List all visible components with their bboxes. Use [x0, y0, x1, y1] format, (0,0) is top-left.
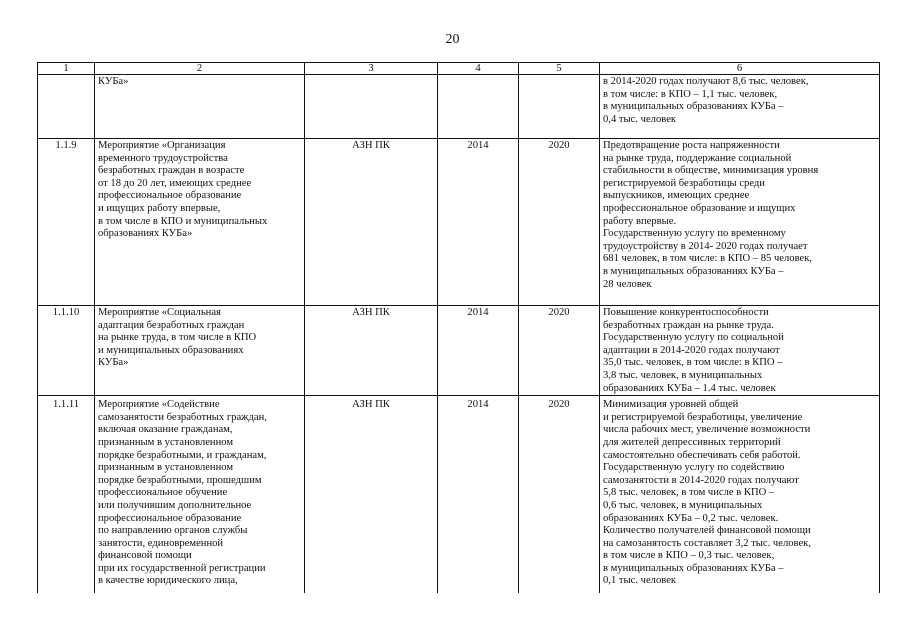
- row-number-cell: 1.1.10: [38, 306, 95, 396]
- start-year-cell: 2014: [438, 306, 519, 396]
- row-number-cell: [38, 75, 95, 139]
- executor-cell: АЗН ПК: [305, 396, 438, 594]
- header-cell-col5: 5: [519, 63, 600, 75]
- table-row: [38, 139, 880, 306]
- end-year-cell: 2020: [519, 139, 600, 306]
- measures-table: [37, 62, 880, 593]
- result-cell: Предотвращение роста напряженности на рынке труда, поддержание социальной стабильности в обществе, минимизация уровня регистрируемой безработицы среди выпускников, имеющих среднее профессиональное образование и ищущих работу впервые. Государственную услугу по временному трудоустройству в 2014- 2020 годах получает 681 человек, в том числе: в КПО – 85 человек, в муниципальных образованиях КУБа – 28 человек: [600, 139, 880, 306]
- event-cell: Мероприятие «Содействие самозанятости безработных граждан, включая оказание гражданам, признанным в установленном порядке безработными, и гражданам, признанным в установленном порядке безработными, прошедшим профессиональное обучение или получившим дополнительное профессиональное образование по направлению органов службы занятости, единовременной финансовой помощи при их государственной регистрации в качестве юридического лица,: [95, 396, 305, 594]
- header-cell-col6: 6: [600, 63, 880, 75]
- event-cell: Мероприятие «Социальная адаптация безработных граждан на рынке труда, в том числе в КПО и муниципальных образованиях КУБа»: [95, 306, 305, 396]
- event-cell: Мероприятие «Организация временного трудоустройства безработных граждан в возрасте от 18 до 20 лет, имеющих среднее профессиональное образование и ищущих работу впервые, в том числе в КПО и муниципальных образованиях КУБа»: [95, 139, 305, 306]
- result-cell: в 2014-2020 годах получают 8,6 тыс. человек, в том числе: в КПО – 1,1 тыс. человек, в муниципальных образованиях КУБа – 0,4 тыс. человек: [600, 75, 880, 139]
- start-year-cell: 2014: [438, 139, 519, 306]
- table-row: [38, 396, 880, 594]
- result-cell: Повышение конкурентоспособности безработных граждан на рынке труда. Государственную услугу по социальной адаптации в 2014-2020 годах получают 35,0 тыс. человек, в том числе: в КПО – 3,8 тыс. человек, в муниципальных образованиях КУБа – 1.4 тыс. человек: [600, 306, 880, 396]
- executor-cell: АЗН ПК: [305, 139, 438, 306]
- end-year-cell: [519, 75, 600, 139]
- table-header-row: [38, 63, 880, 75]
- result-cell: Минимизация уровней общей и регистрируемой безработицы, увеличение числа рабочих мест, увеличение возможности для жителей депрессивных территорий самостоятельно обеспечивать себя работой. Государственную услугу по содействию самозанятости в 2014-2020 годах получают 5,8 тыс. человек, в том числе в КПО – 0,6 тыс. человек, в муниципальных образованиях КУБа – 0,2 тыс. человек. Количество получателей финансовой помощи на самозанятость составляет 3,2 тыс. человек, в том числе в КПО – 0,3 тыс. человек, в муниципальных образованиях КУБа – 0,1 тыс. человек: [600, 396, 880, 594]
- table-row: [38, 75, 880, 139]
- end-year-cell: 2020: [519, 396, 600, 594]
- header-cell-col4: 4: [438, 63, 519, 75]
- page-number: 20: [445, 32, 460, 47]
- header-cell-col3: 3: [305, 63, 438, 75]
- row-number-cell: 1.1.11: [38, 396, 95, 594]
- start-year-cell: 2014: [438, 396, 519, 594]
- start-year-cell: [438, 75, 519, 139]
- header-cell-col2: 2: [95, 63, 305, 75]
- executor-cell: [305, 75, 438, 139]
- event-cell: КУБа»: [95, 75, 305, 139]
- executor-cell: АЗН ПК: [305, 306, 438, 396]
- table-row: [38, 306, 880, 396]
- row-number-cell: 1.1.9: [38, 139, 95, 306]
- end-year-cell: 2020: [519, 306, 600, 396]
- header-cell-col1: 1: [38, 63, 95, 75]
